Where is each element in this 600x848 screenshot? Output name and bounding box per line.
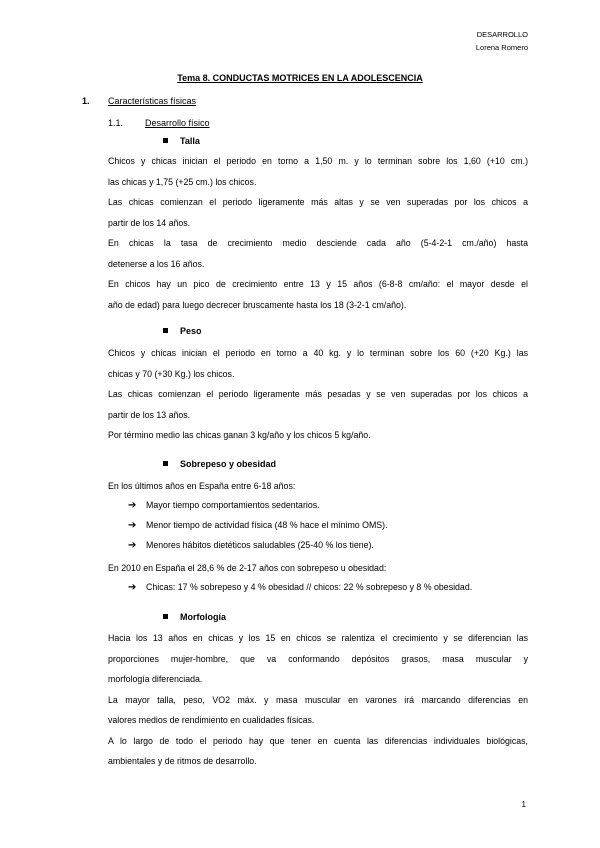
text-line: detenerse a los 16 años. [108, 258, 205, 269]
text-line: Hacia los 13 años en chicas y los 15 en chicos se ralentiza el crecimiento y se diferencian las [108, 633, 528, 643]
sobrepeso-2010 [108, 558, 528, 579]
list-item-text: Mayor tiempo comportamientos sedentarios. [146, 500, 320, 510]
text-line: En los últimos años en España entre 6-18 años: [108, 481, 296, 491]
text-line: morfología diferenciada. [108, 674, 203, 684]
arrow-right-icon: ➔ [128, 520, 137, 531]
text-line: En chicas la tasa de crecimiento medio desciende cada año (5-4-2-1 cm./año) hasta [108, 238, 528, 248]
text-line: Las chicas comienzan el periodo ligeramente más pesadas y se ven superadas por los chicos a [108, 389, 528, 399]
document-title: Tema 8. CONDUCTAS MOTRICES EN LA ADOLESCENCIA [177, 73, 423, 83]
text-line: partir de los 13 años. [108, 409, 191, 420]
peso-heading-text: Peso [180, 326, 202, 336]
text-line: En chicos hay un pico de crecimiento entre 13 y 15 años (6-8-8 cm/año: el mayor desde el [108, 279, 528, 289]
list-item [128, 582, 472, 593]
morfologia-paragraph [108, 628, 528, 772]
square-bullet-icon [163, 138, 168, 143]
text-line: las chicas y 1,75 (+25 cm.) los chicos. [108, 176, 257, 187]
list-item [128, 540, 374, 551]
peso-paragraph [108, 343, 528, 446]
section-title: Características físicas [108, 96, 197, 106]
list-item-text: Menor tiempo de actividad física (48 % hace el mínimo OMS). [146, 520, 388, 530]
text-line: Chicos y chicas inician el periodo en torno a 40 kg. y lo terminan sobre los 60 (+20 Kg.) las [108, 348, 528, 358]
text-line: Chicos y chicas inician el periodo en torno a 1,50 m. y lo terminan sobre los 1,60 (+10 cm.) [108, 156, 528, 166]
square-bullet-icon [163, 461, 168, 466]
morfologia-heading-text: Morfología [180, 612, 226, 622]
list-item [128, 500, 320, 511]
text-line: valores medios de rendimiento en cualidades físicas. [108, 715, 315, 725]
text-line: año de edad) para luego decrecer bruscamente hasta los 18 (3-2-1 cm/año). [108, 299, 407, 310]
talla-heading-text: Talla [180, 136, 200, 146]
talla-paragraph [108, 151, 528, 315]
header-author: Lorena Romero [475, 43, 528, 52]
arrow-right-icon: ➔ [128, 500, 137, 511]
arrow-right-icon: ➔ [128, 582, 137, 593]
list-item-text: Menores hábitos dietéticos saludables (25-40 % los tiene). [146, 540, 374, 550]
sobrepeso-intro [108, 476, 528, 497]
list-item-text: Chicas: 17 % sobrepeso y 4 % obesidad // chicos: 22 % sobrepeso y 8 % obesidad. [146, 582, 473, 592]
text-line: Por término medio las chicas ganan 3 kg/año y los chicos 5 kg/año. [108, 430, 371, 440]
text-line: Las chicas comienzan el periodo ligeramente más altas y se ven superadas por los chicos a [108, 197, 528, 207]
morfologia-heading [163, 612, 226, 622]
subsection-number: 1.1. [108, 118, 124, 128]
talla-heading [163, 136, 200, 146]
page-number: 1 [521, 800, 526, 809]
text-line: A lo largo de todo el periodo hay que tener en cuenta las diferencias individuales biológicas, [108, 735, 528, 746]
text-line: chicas y 70 (+30 Kg.) los chicos. [108, 368, 235, 379]
section-number: 1. [82, 96, 90, 106]
text-line: La mayor talla, peso, VO2 máx. y masa muscular en varones irá marcando diferencias en [108, 694, 528, 705]
subsection-title: Desarrollo físico [145, 118, 210, 128]
sobrepeso-heading-text: Sobrepeso y obesidad [180, 459, 277, 469]
peso-heading [163, 326, 202, 336]
square-bullet-icon [163, 614, 168, 619]
arrow-right-icon: ➔ [128, 540, 137, 551]
list-item [128, 520, 388, 531]
square-bullet-icon [163, 328, 168, 333]
header-course: DESARROLLO [476, 30, 528, 39]
text-line: En 2010 en España el 28,6 % de 2-17 años con sobrepeso u obesidad: [108, 563, 387, 573]
text-line: partir de los 14 años. [108, 217, 191, 228]
text-line: proporciones mujer-hombre, que va conformando depósitos grasos, masa muscular y [108, 653, 528, 664]
sobrepeso-heading [163, 459, 276, 469]
text-line: ambientales y de ritmos de desarrollo. [108, 756, 257, 766]
